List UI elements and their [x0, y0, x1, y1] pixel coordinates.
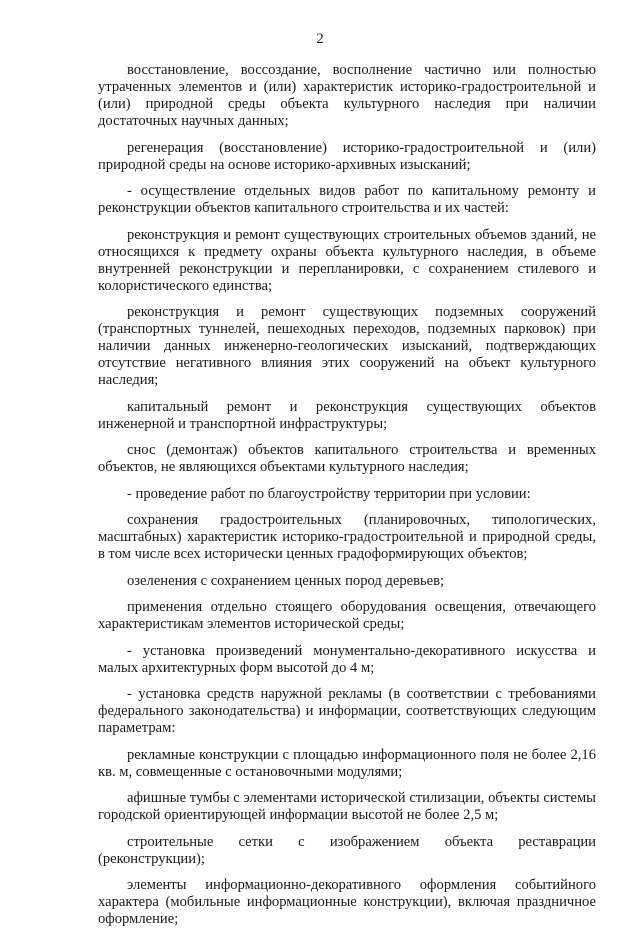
paragraph: - осуществление отдельных видов работ по капитальному ремонту и реконструкции объектов капитального строительства и их частей:	[98, 183, 596, 216]
paragraph: строительные сетки с изображением объекта реставрации (реконструкции);	[98, 833, 596, 867]
paragraph: - установка произведений монументально-декоративного искусства и малых архитектурных форм высотой до 4 м;	[98, 642, 596, 676]
paragraph: применения отдельно стоящего оборудования освещения, отвечающего характеристикам элементов исторической среды;	[98, 599, 596, 632]
paragraph: капитальный ремонт и реконструкция существующих объектов инженерной и транспортной инфраструктуры;	[98, 398, 596, 432]
paragraph: реконструкция и ремонт существующих подземных сооружений (транспортных туннелей, пешеходных переходов, подземных парковок) при наличии данных инженерно-геологических изысканий, подтверждающих отсутствие негативного влияния этих сооружений на объект культурного наследия;	[98, 304, 596, 388]
page-number: 2	[316, 31, 324, 47]
paragraph: - проведение работ по благоустройству территории при условии:	[127, 485, 531, 502]
paragraph: реконструкция и ремонт существующих строительных объемов зданий, не относящихся к предмету охраны объекта культурного наследия, в объеме внутренней реконструкции и перепланировки, с сохранением стилевого и колористического единства;	[98, 226, 596, 294]
paragraph: регенерация (восстановление) историко-градостроительной и (или) природной среды на основе историко-архивных изысканий;	[98, 139, 596, 173]
paragraph: озеленения с сохранением ценных пород деревьев;	[127, 572, 445, 589]
paragraph: сохранения градостроительных (планировочных, типологических, масштабных) характеристик историко-градостроительной и природной среды, в том числе всех исторически ценных градоформирующих объектов;	[98, 512, 596, 562]
document-body	[98, 62, 596, 938]
paragraph: восстановление, воссоздание, восполнение частично или полностью утраченных элементов и (или) характеристик историко-градостроительной и (или) природной среды объекта культурного наследия при наличии достаточных научных данных;	[98, 62, 596, 129]
paragraph: снос (демонтаж) объектов капитального строительства и временных объектов, не являющихся объектами культурного наследия;	[98, 442, 596, 475]
paragraph: афишные тумбы с элементами исторической стилизации, объекты системы городской ориентирующей информации высотой не более 2,5 м;	[98, 790, 596, 823]
paragraph: элементы информационно-декоративного оформления событийного характера (мобильные информационные конструкции), включая праздничное оформление;	[98, 877, 596, 927]
paragraph: рекламные конструкции с площадью информационного поля не более 2,16 кв. м, совмещенные с остановочными модулями;	[98, 746, 596, 780]
paragraph: - установка средств наружной рекламы (в соответствии с требованиями федерального законодательства) и информации, соответствующих следующим параметрам:	[98, 686, 596, 736]
